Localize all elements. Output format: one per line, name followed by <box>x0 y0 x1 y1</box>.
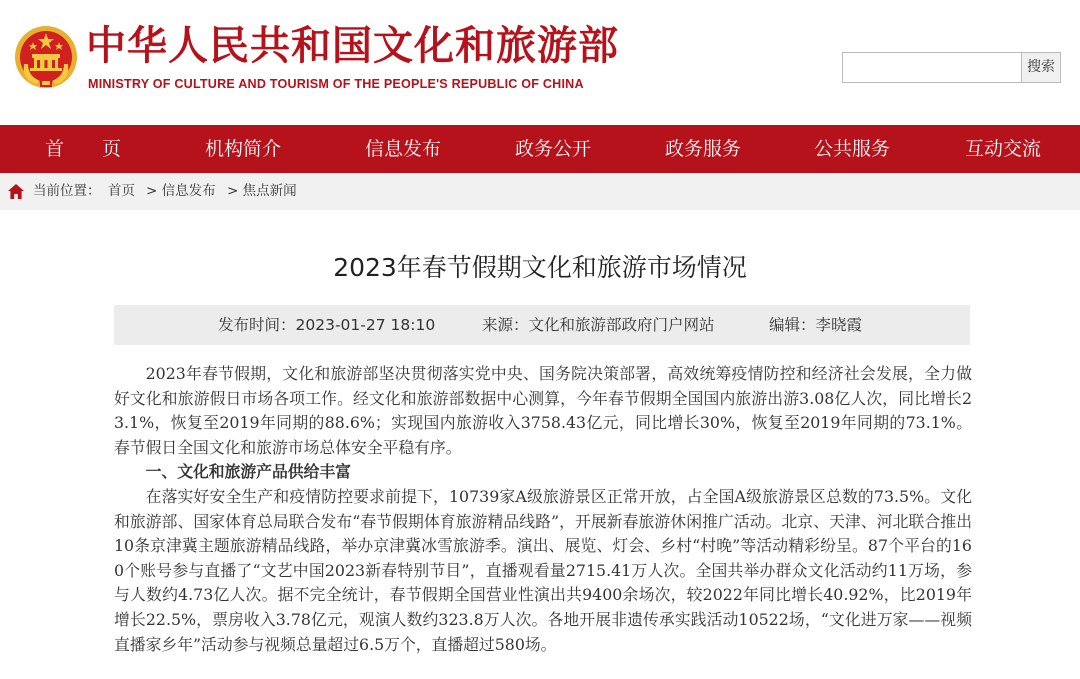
nav-item-interaction[interactable]: 互动交流 <box>964 138 1041 160</box>
site-title-en: MINISTRY OF CULTURE AND TOURISM OF THE PEOPLE'S REPUBLIC OF CHINA <box>88 77 584 91</box>
site-title-cn[interactable]: 中华人民共和国文化和旅游部 <box>86 23 619 69</box>
nav-item-gov-services[interactable]: 政务服务 <box>664 138 741 160</box>
breadcrumb-news-link[interactable]: > 信息发布 <box>146 183 216 199</box>
nav-item-home[interactable]: 首 页 <box>44 138 121 160</box>
section-heading: 一、文化和旅游产品供给丰富 <box>145 462 351 482</box>
nav-item-news[interactable]: 信息发布 <box>364 138 441 160</box>
article-title: 2023年春节假期文化和旅游市场情况 <box>333 253 747 282</box>
search-button[interactable]: 搜索 <box>1021 52 1061 83</box>
article-source: 来源：文化和旅游部政府门户网站 <box>482 316 715 334</box>
main-nav <box>0 125 1080 173</box>
breadcrumb-focus-news-link[interactable]: > 焦点新闻 <box>227 183 297 199</box>
national-emblem-icon[interactable] <box>14 24 78 90</box>
article-body <box>114 362 972 657</box>
search-input[interactable] <box>842 52 1022 83</box>
article-meta <box>114 305 970 345</box>
article-paragraph: 在落实好安全生产和疫情防控要求前提下，10739家A级旅游景区正常开放，占全国A级旅游景区总数的73.5%。文化和旅游部、国家体育总局联合发布“春节假期体育旅游精品线路”，开展新春旅游休闲推广活动。北京、天津、河北联合推出10条京津冀主题旅游精品线路，举办京津冀冰雪旅游季。演出、展览、灯会、乡村“村晚”等活动精彩纷呈。87个平台的160个账号参与直播了“文艺中国2023新春特别节目”，直播观看量2715.41万人次。全国共举办群众文化活动约11万场，参与人数约4.73亿人次。据不完全统计，春节假期全国营业性演出共9400余场次，较2022年同比增长40.92%，比2019年增长22.5%，票房收入3.78亿元，观演人数约323.8万人次。各地开展非遗传承实践活动10522场，“文化进万家——视频直播家乡年”活动参与视频总量超过6.5万个，直播超过580场。 <box>114 486 972 654</box>
article-paragraph: 2023年春节假期，文化和旅游部坚决贯彻落实党中央、国务院决策部署，高效统筹疫情防控和经济社会发展，全力做好文化和旅游假日市场各项工作。经文化和旅游部数据中心测算，今年春节假期全国国内旅游出游3.08亿人次，同比增长23.1%，恢复至2019年同期的88.6%；实现国内旅游收入3758.43亿元，同比增长30%，恢复至2019年同期的73.1%。春节假日全国文化和旅游市场总体安全平稳有序。 <box>114 364 972 457</box>
nav-item-gov-info[interactable]: 政务公开 <box>514 138 591 160</box>
breadcrumb <box>0 173 1080 210</box>
site-header <box>0 0 1080 124</box>
home-icon <box>8 184 24 199</box>
breadcrumb-label: 当前位置： <box>33 183 101 199</box>
nav-item-about[interactable]: 机构简介 <box>204 138 281 160</box>
publish-date: 发布时间：2023-01-27 18:10 <box>218 316 436 334</box>
nav-item-public-services[interactable]: 公共服务 <box>813 138 890 160</box>
breadcrumb-home-link[interactable]: 首页 <box>108 183 135 199</box>
article-editor: 编辑：李晓霞 <box>769 316 863 334</box>
